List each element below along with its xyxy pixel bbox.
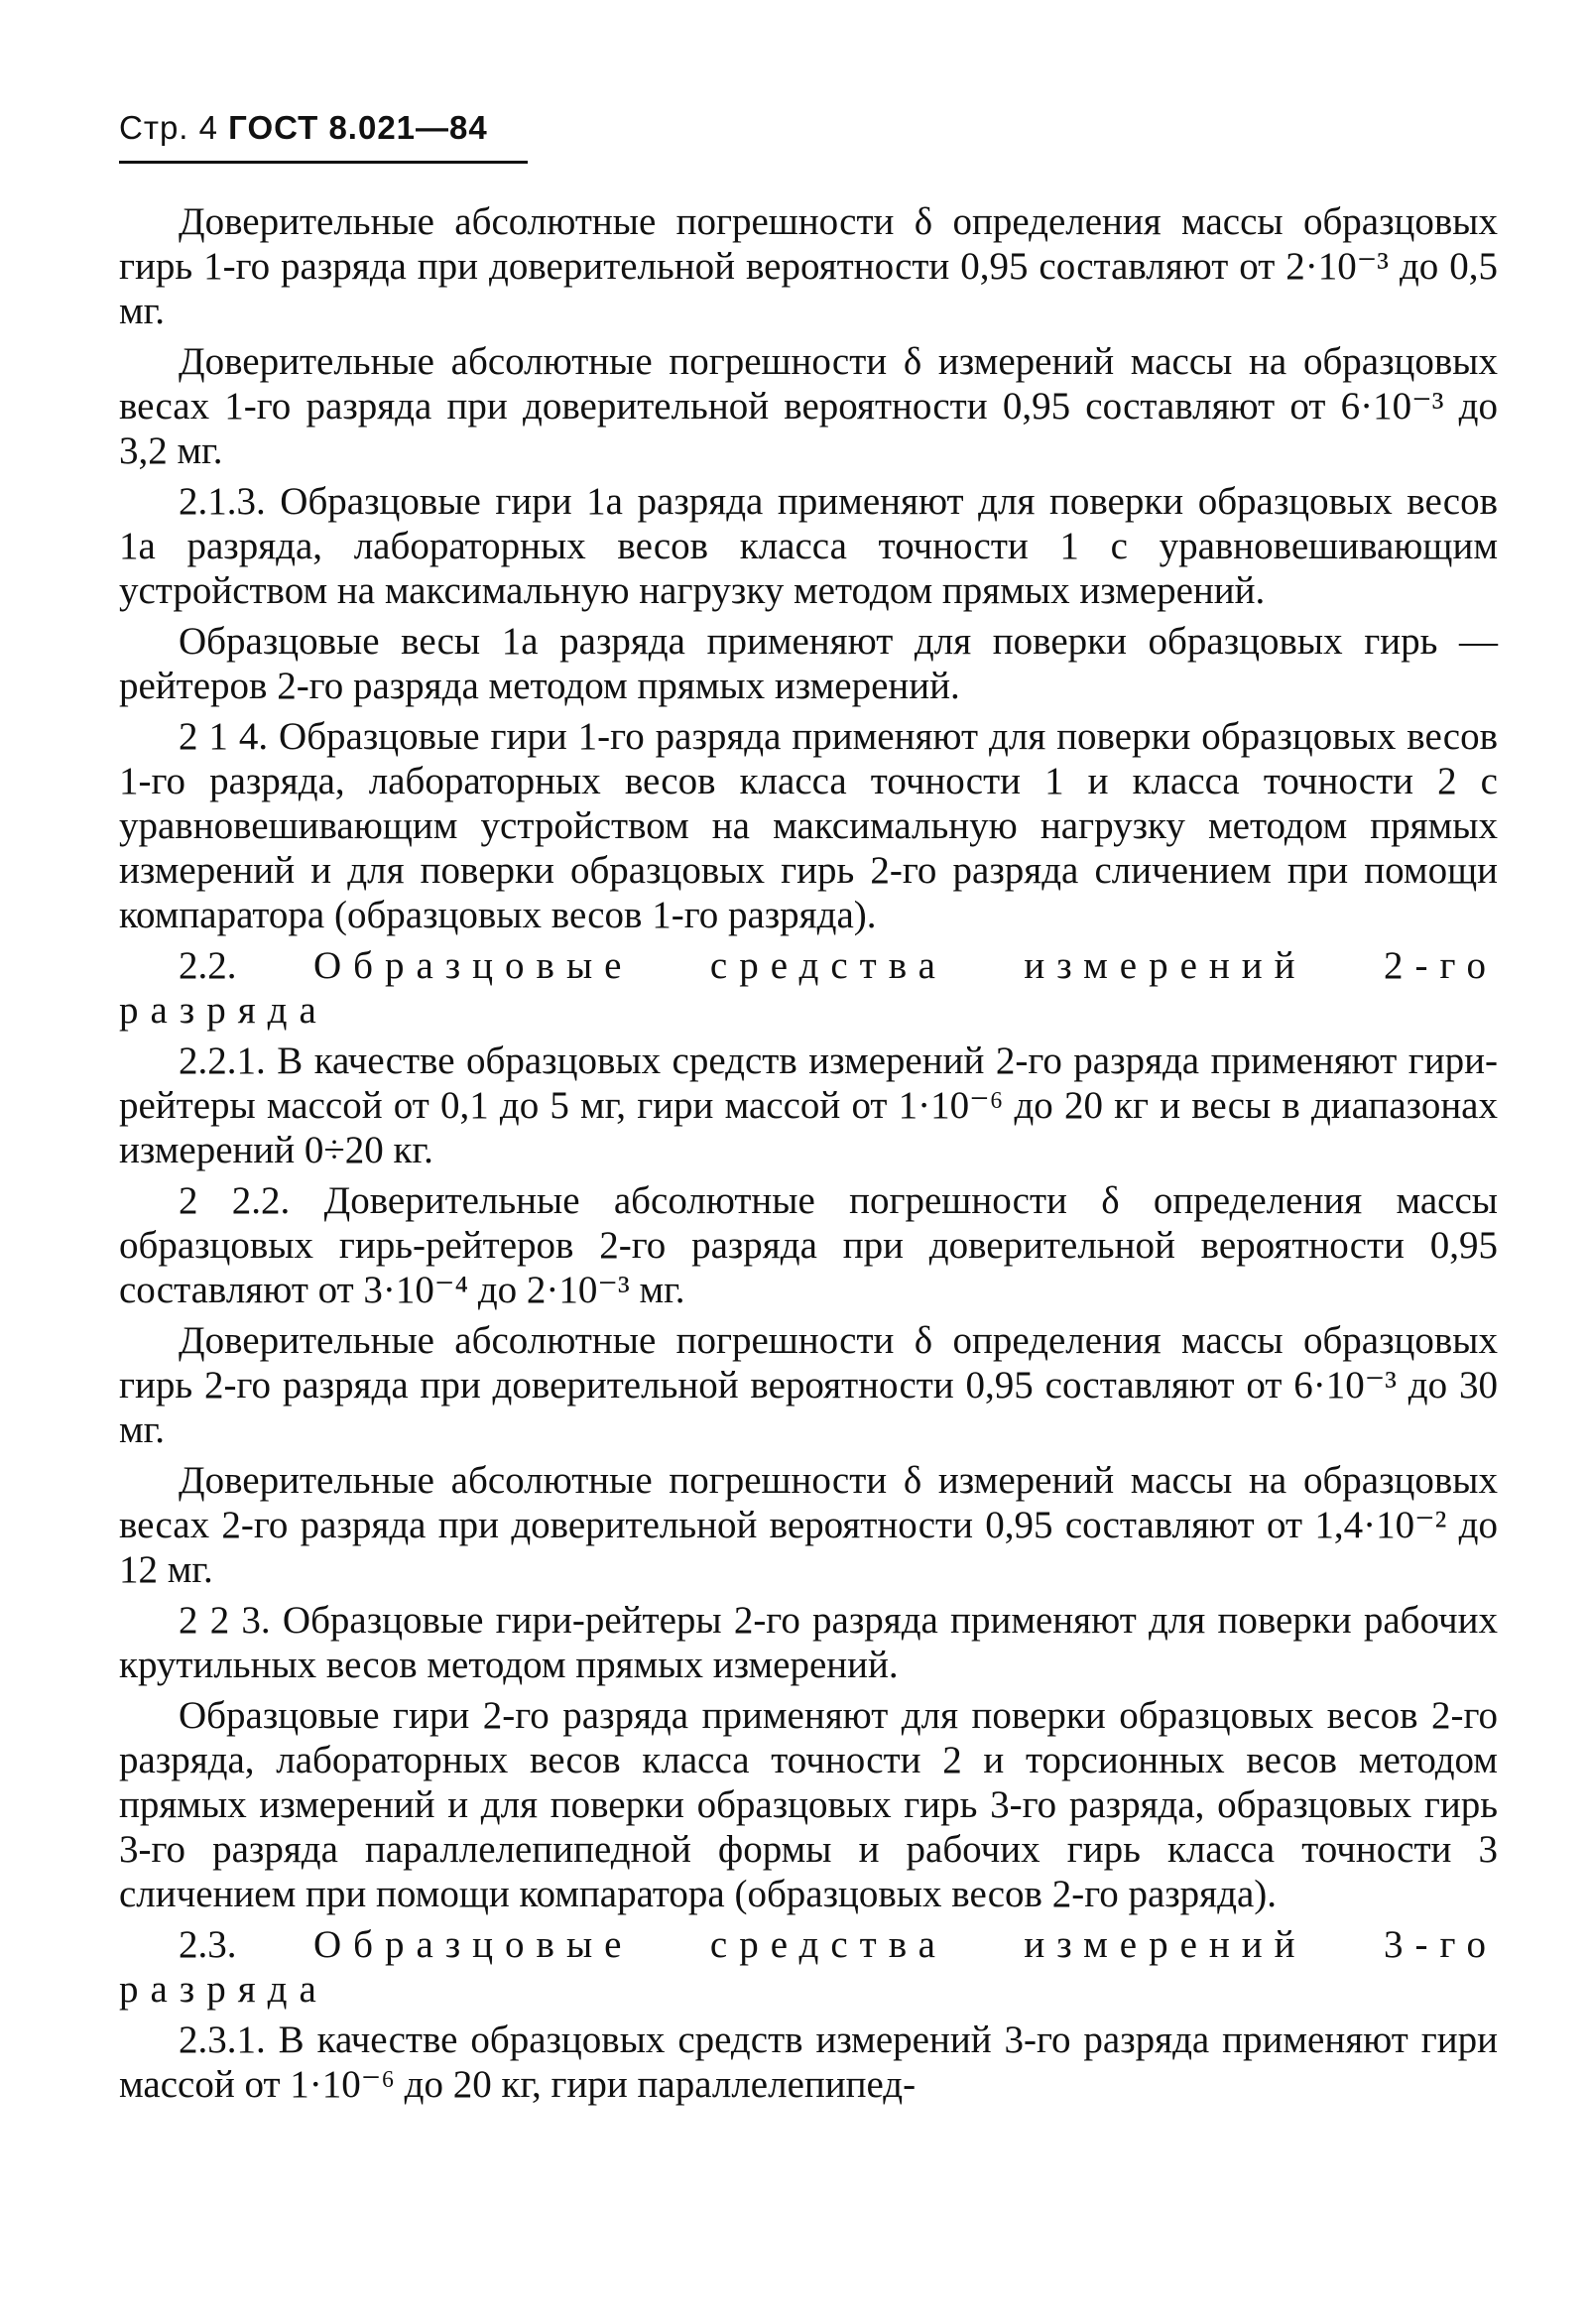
header-rule	[119, 161, 528, 164]
page-number: Стр. 4	[119, 109, 218, 146]
paragraph: Доверительные абсолютные погрешности δ измерений массы на образцовых весах 1-го разряда при доверительной вероятности 0,95 составляют от 6·10⁻³ до 3,2 мг.	[119, 340, 1498, 472]
paragraph: Доверительные абсолютные погрешности δ измерений массы на образцовых весах 2-го разряда при доверительной вероятности 0,95 составляют от 1,4·10⁻² до 12 мг.	[119, 1459, 1498, 1591]
section-title: Образцовые средства измерений 3-го разряда	[119, 1923, 1498, 2011]
paragraph: Доверительные абсолютные погрешности δ определения массы образцовых гирь 2-го разряда при доверительной вероятности 0,95 составляют от 6·10⁻³ до 30 мг.	[119, 1319, 1498, 1451]
page-header	[119, 109, 1498, 155]
paragraph: 2 2.2. Доверительные абсолютные погрешности δ определения массы образцовых гирь-рейтеров 2-го разряда при доверительной вероятности 0,95 составляют от 3·10⁻⁴ до 2·10⁻³ мг.	[119, 1179, 1498, 1311]
paragraph: 2.3.1. В качестве образцовых средств измерений 3-го разряда применяют гири массой от 1·10⁻⁶ до 20 кг, гири параллелепипед-	[119, 2018, 1498, 2106]
section-heading-2-3	[119, 1922, 1498, 2012]
paragraph: 2 1 4. Образцовые гири 1-го разряда применяют для поверки образцовых весов 1-го разряда, лабораторных весов класса точности 1 и класса точности 2 с уравновешивающим устройством на максимальную нагрузку методом прямых измерений и для поверки образцовых гирь 2-го разряда сличением при помощи компаратора (образцовых весов 1-го разряда).	[119, 715, 1498, 936]
paragraph: Образцовые гири 2-го разряда применяют для поверки образцовых весов 2-го разряда, лабораторных весов класса точности 2 и торсионных весов методом прямых измерений и для поверки образцовых гирь 3-го разряда, образцовых гирь 3-го разряда параллелепипедной формы и рабочих гирь класса точности 3 сличением при помощи компаратора (образцовых весов 2-го разряда).	[119, 1694, 1498, 1915]
paragraph: Образцовые весы 1а разряда применяют для поверки образцовых гирь — рейтеров 2-го разряда методом прямых измерений.	[119, 620, 1498, 707]
section-number: 2.2.	[179, 944, 237, 987]
section-heading-2-2	[119, 943, 1498, 1033]
section-title: Образцовые средства измерений 2-го разряда	[119, 944, 1498, 1032]
paragraph: 2.1.3. Образцовые гири 1а разряда применяют для поверки образцовых весов 1а разряда, лабораторных весов класса точности 1 с уравновешивающим устройством на максимальную нагрузку методом прямых измерений.	[119, 480, 1498, 612]
section-number: 2.3.	[179, 1923, 237, 1966]
paragraph: Доверительные абсолютные погрешности δ определения массы образцовых гирь 1-го разряда при доверительной вероятности 0,95 составляют от 2·10⁻³ до 0,5 мг.	[119, 200, 1498, 332]
document-page	[119, 109, 1498, 2113]
standard-number: ГОСТ 8.021—84	[228, 109, 488, 146]
paragraph: 2 2 3. Образцовые гири-рейтеры 2-го разряда применяют для поверки рабочих крутильных весов методом прямых измерений.	[119, 1599, 1498, 1686]
paragraph: 2.2.1. В качестве образцовых средств измерений 2-го разряда применяют гири-рейтеры массой от 0,1 до 5 мг, гири массой от 1·10⁻⁶ до 20 кг и весы в диапазонах измерений 0÷20 кг.	[119, 1040, 1498, 1171]
